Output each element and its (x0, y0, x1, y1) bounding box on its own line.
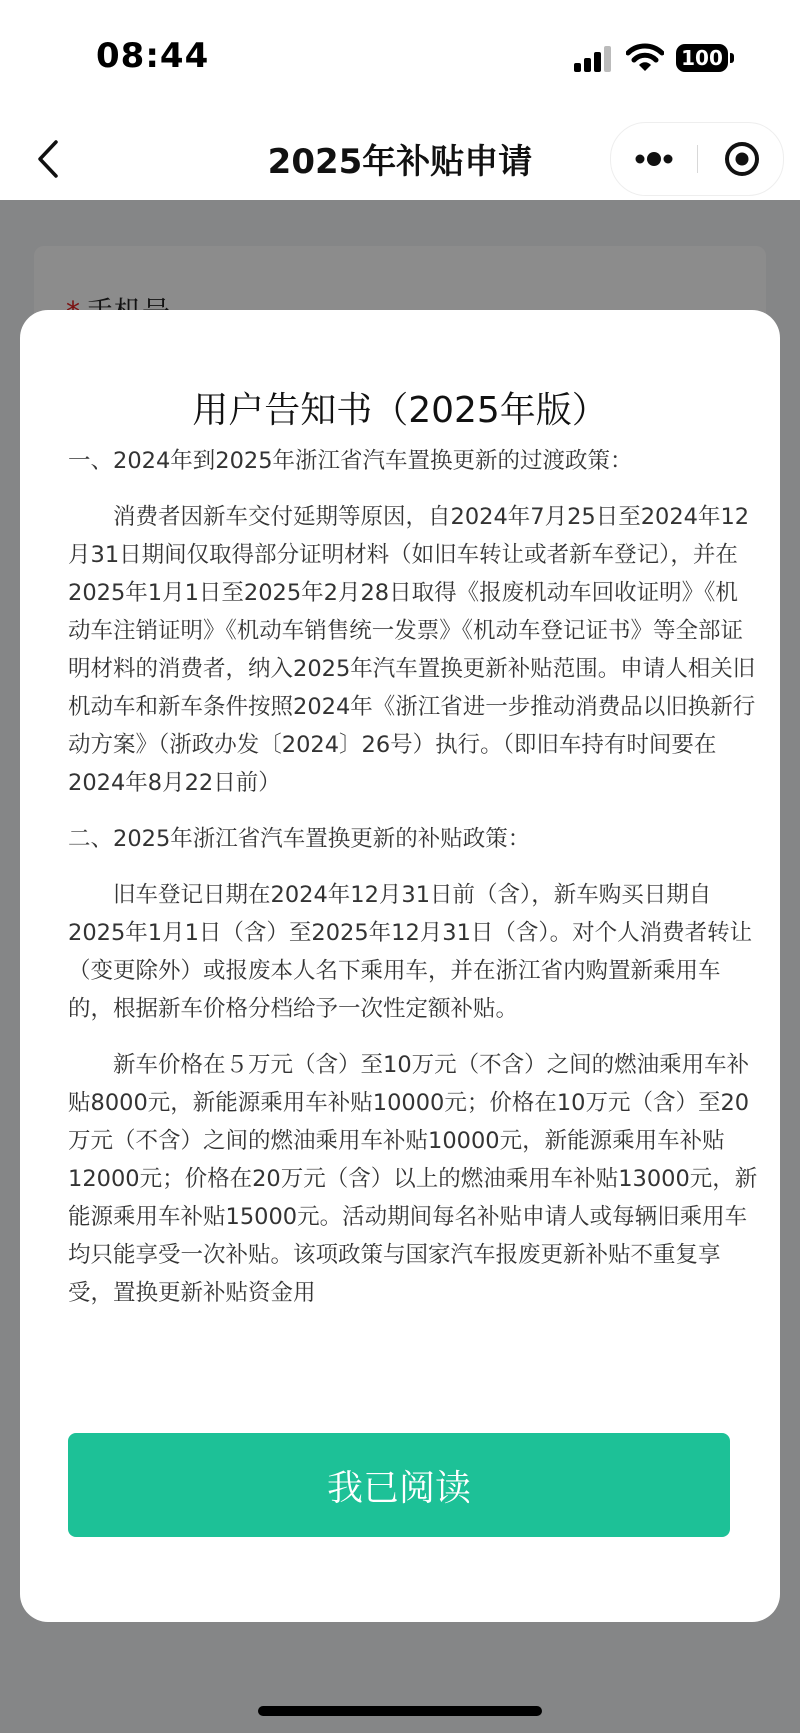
confirm-read-button[interactable]: 我已阅读 (68, 1433, 730, 1537)
more-icon[interactable] (623, 135, 685, 183)
section-heading: 二、2025年浙江省汽车置换更新的补贴政策： (68, 826, 531, 852)
capsule-divider (697, 145, 698, 173)
notice-paragraph: 旧车登记日期在2024年12月31日前（含），新车购买日期自2025年1月1日（含）至2025年12月31日（含）。对个人消费者转让（变更除外）或报废本人名下乘用车，并在浙江省内购置新乘用车的，根据新车价格分档给予一次性定额补贴。 (68, 882, 753, 1022)
wifi-icon (626, 42, 664, 74)
section-heading: 一、2024年到2025年浙江省汽车置换更新的过渡政策： (68, 448, 633, 474)
notice-paragraph: 新车价格在５万元（含）至10万元（不含）之间的燃油乘用车补贴8000元，新能源乘用车补贴10000元；价格在10万元（含）至20万元（不含）之间的燃油乘用车补贴10000元，新能源乘用车补贴12000元；价格在20万元（含）以上的燃油乘用车补贴13000元，新能源乘用车补贴15000元。活动期间每名补贴申请人或每辆旧乘用车均只能享受一次补贴。该项政策与国家汽车报废更新补贴不重复享受，置换更新补贴资金用 (68, 1052, 758, 1306)
status-bar (0, 0, 800, 118)
miniprogram-capsule (610, 122, 784, 196)
nav-bar (0, 118, 800, 200)
modal-title: 用户告知书（2025年版） (192, 390, 608, 431)
signal-icon (574, 46, 610, 72)
battery-level: 100 (681, 46, 723, 70)
page-title: 2025年补贴申请 (267, 142, 533, 182)
battery-icon (676, 44, 728, 72)
close-miniprogram-icon[interactable] (711, 135, 773, 183)
home-indicator (258, 1706, 542, 1716)
status-time: 08:44 (96, 36, 210, 76)
battery-nub (730, 53, 734, 63)
notice-paragraph: 消费者因新车交付延期等原因，自2024年7月25日至2024年12月31日期间仅取得部分证明材料（如旧车转让或者新车登记），并在2025年1月1日至2025年2月28日取得《报废机动车回收证明》《机动车注销证明》《机动车销售统一发票》《机动车登记证书》等全部证明材料的消费者，纳入2025年汽车置换更新补贴范围。申请人相关旧机动车和新车条件按照2024年《浙江省进一步推动消费品以旧换新行动方案》（浙政办发〔2024〕26号）执行。（即旧车持有时间要在2024年8月22日前） (68, 504, 756, 796)
notice-modal (20, 310, 780, 1622)
notice-scroll-area[interactable] (68, 442, 758, 1340)
